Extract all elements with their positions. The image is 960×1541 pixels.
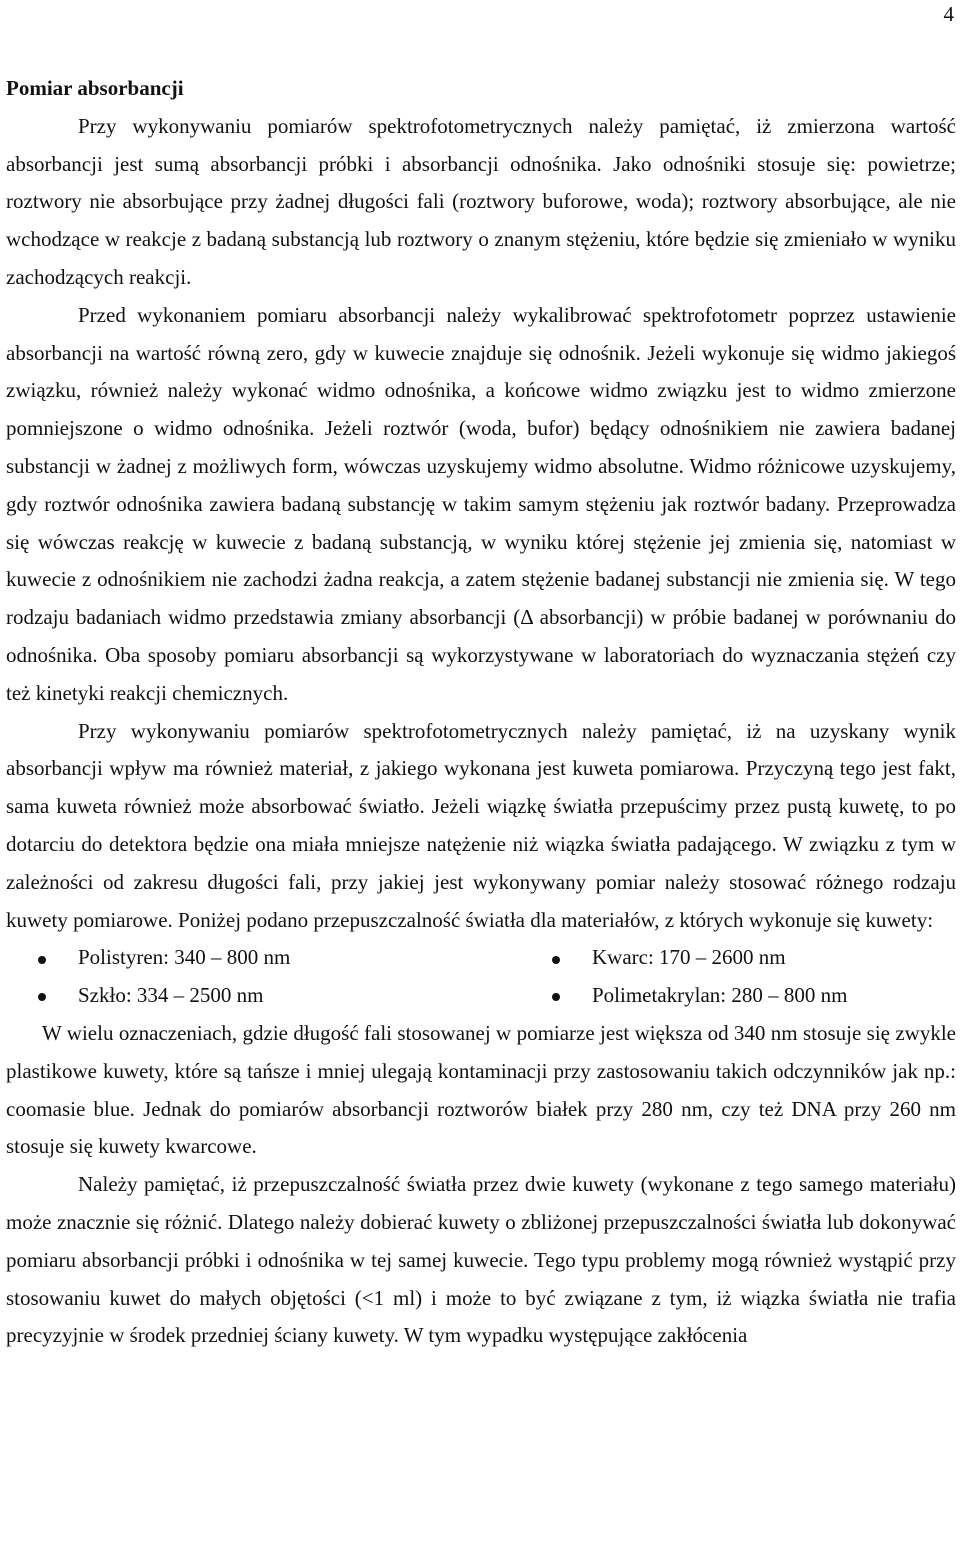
list-item <box>6 977 520 1015</box>
bullet-icon <box>520 977 592 1015</box>
list-item-text: Kwarc: 170 – 2600 nm <box>592 945 786 970</box>
document-body <box>6 70 956 1355</box>
materials-list <box>6 939 956 1015</box>
section-heading: Pomiar absorbancji <box>6 76 184 100</box>
paragraph-3: Przy wykonywaniu pomiarów spektrofotometrycznych należy pamiętać, iż na uzyskany wynik absorbancji wpływ ma również materiał, z jakiego wykonana jest kuweta pomiarowa. Przyczyną tego jest fakt, sama kuweta również może absorbować światło. Jeżeli wiązkę światła przepuścimy przez pustą kuwetę, to po dotarciu do detektora będzie ona miała mniejsze natężenie niż wiązka światła padającego. W związku z tym w zależności od zakresu długości fali, przy jakiej jest wykonywany pomiar należy stosować różnego rodzaju kuwety pomiarowe. Poniżej podano przepuszczalność światła dla materiałów, z których wykonuje się kuwety: <box>6 718 956 932</box>
bullet-icon <box>6 939 78 977</box>
bullet-icon <box>520 939 592 977</box>
list-item <box>6 939 520 977</box>
list-item-text: Szkło: 334 – 2500 nm <box>78 983 264 1008</box>
list-item <box>520 977 956 1015</box>
paragraph-5: Należy pamiętać, iż przepuszczalność światła przez dwie kuwety (wykonane z tego samego materiału) może znacznie się różnić. Dlatego należy dobierać kuwety o zbliżonej przepuszczalności światła lub dokonywać pomiaru absorbancji próbki i odnośnika w tej samej kuwecie. Tego typu problemy mogą również wystąpić przy stosowaniu kuwet do małych objętości (<1 ml) i może to być związane z tym, iż wiązka światła nie trafia precyzyjnie w środek przedniej ściany kuwety. W tym wypadku występujące zakłócenia <box>6 1172 956 1348</box>
paragraph-2: Przed wykonaniem pomiaru absorbancji należy wykalibrować spektrofotometr poprzez ustawienie absorbancji na wartość równą zero, gdy w kuwecie znajduje się odnośnik. Jeżeli wykonuje się widmo jakiegoś związku, również należy wykonać widmo odnośnika, a końcowe widmo związku jest to widmo zmierzone pomniejszone o widmo odnośnika. Jeżeli roztwór (woda, bufor) będący odnośnikiem nie zawiera badanej substancji w żadnej z możliwych form, wówczas uzyskujemy widmo absolutne. Widmo różnicowe uzyskujemy, gdy roztwór odnośnika zawiera badaną substancję w takim samym stężeniu jak roztwór badany. Przeprowadza się wówczas reakcję w kuwecie z badaną substancją, w wyniku której stężenie jej zmienia się, natomiast w kuwecie z odnośnikiem nie zachodzi żadna reakcja, a zatem stężenie badanej substancji nie zmienia się. W tego rodzaju badaniach widmo przedstawia zmiany absorbancji (Δ absorbancji) w próbie badanej w porównaniu do odnośnika. Oba sposoby pomiaru absorbancji są wykorzystywane w laboratoriach do wyznaczania stężeń czy też kinetyki reakcji chemicznych. <box>6 302 956 705</box>
page-number: 4 <box>943 2 954 26</box>
list-item-text: Polimetakrylan: 280 – 800 nm <box>592 983 848 1008</box>
paragraph-1: Przy wykonywaniu pomiarów spektrofotometrycznych należy pamiętać, iż zmierzona wartość absorbancji jest sumą absorbancji próbki i absorbancji odnośnika. Jako odnośniki stosuje się: powietrze; roztwory nie absorbujące przy żadnej długości fali (roztwory buforowe, woda); roztwory absorbujące, ale nie wchodzące w reakcje z badaną substancją lub roztwory o znanym stężeniu, które będzie się zmieniało w wyniku zachodzących reakcji. <box>6 113 956 289</box>
list-item <box>520 939 956 977</box>
bullet-icon <box>6 977 78 1015</box>
paragraph-4: W wielu oznaczeniach, gdzie długość fali stosowanej w pomiarze jest większa od 340 nm stosuje się zwykle plastikowe kuwety, które są tańsze i mniej ulegają kontaminacji przy zastosowaniu takich odczynników jak np.: coomasie blue. Jednak do pomiarów absorbancji roztworów białek przy 280 nm, czy też DNA przy 260 nm stosuje się kuwety kwarcowe. <box>6 1020 956 1159</box>
list-item-text: Polistyren: 340 – 800 nm <box>78 945 291 970</box>
